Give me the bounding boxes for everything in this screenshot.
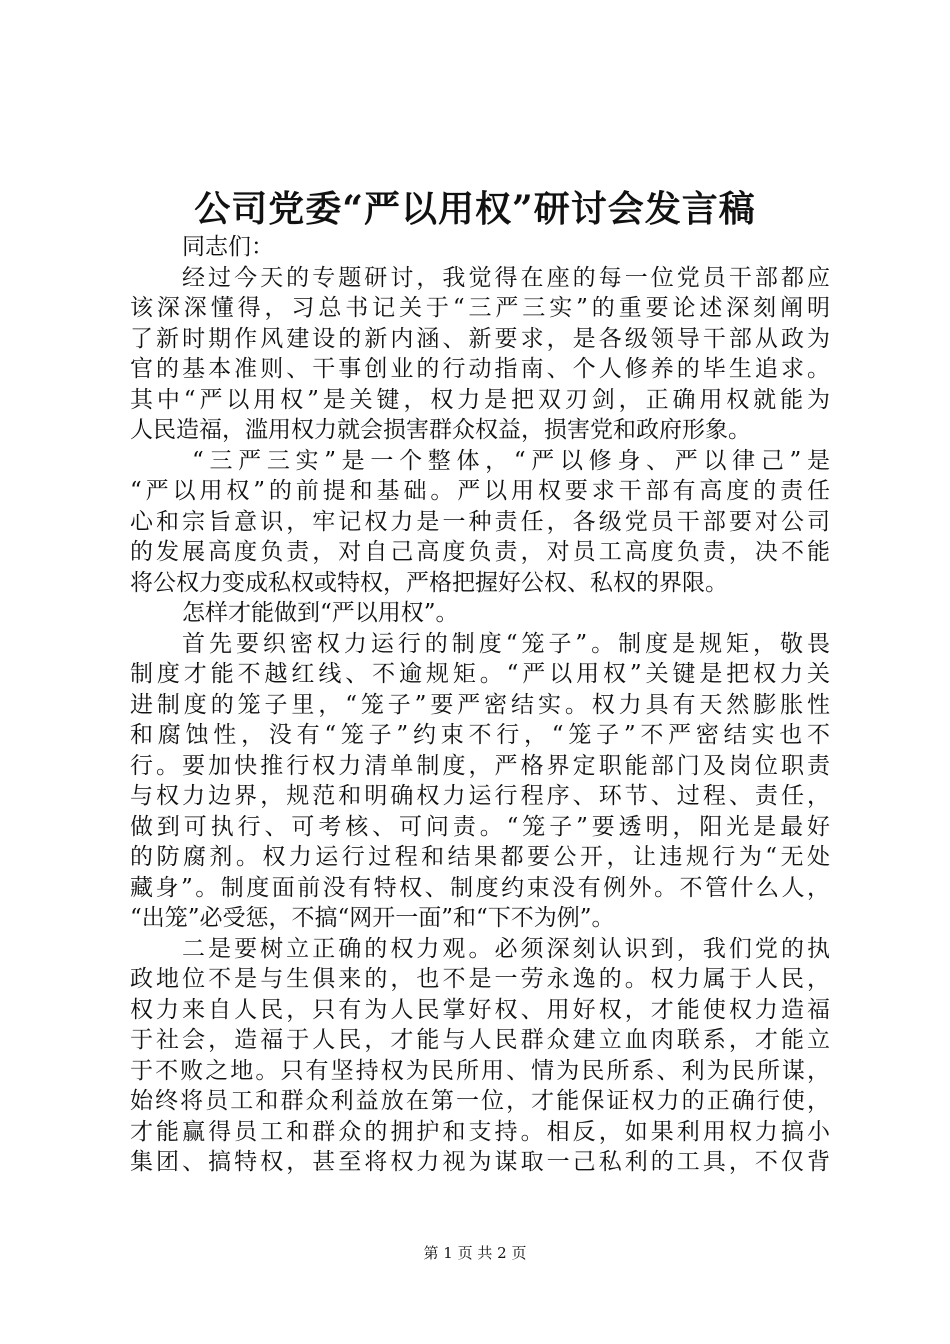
page-footer: 第 1 页 共 2 页: [423, 1244, 527, 1262]
paragraph-line: 于社会，造福于人民，才能与人民群众建立血肉联系，才能立: [130, 1027, 830, 1053]
paragraph-line: 和腐蚀性，没有“笼子”约束不行，“笼子”不严密结实也不: [130, 722, 830, 748]
paragraph-line: 将公权力变成私权或特权，严格把握好公权、私权的界限。: [130, 569, 728, 596]
paragraph-line: 其中“严以用权”是关键，权力是把双刃剑，正确用权就能为: [130, 386, 830, 413]
paragraph-line: 的防腐剂。权力运行过程和结果都要公开，让违规行为“无处: [130, 844, 830, 870]
paragraph-line: 经过今天的专题研讨，我觉得在座的每一位党员干部都应: [182, 264, 830, 291]
paragraph-line: 心和宗旨意识，牢记权力是一种责任，各级党员干部要对公司: [130, 508, 830, 535]
paragraph-line: 才能赢得员工和群众的拥护和支持。相反，如果利用权力搞小: [130, 1118, 830, 1145]
paragraph-line: 政地位不是与生俱来的，也不是一劳永逸的。权力属于人民，: [130, 966, 830, 992]
document-title: 公司党委“严以用权”研讨会发言稿: [194, 188, 756, 230]
paragraph-line: 权力来自人民，只有为人民掌好权、用好权，才能使权力造福: [130, 996, 830, 1023]
paragraph-line: 行。要加快推行权力清单制度，严格界定职能部门及岗位职责: [130, 752, 830, 779]
paragraph-line: 与权力边界，规范和明确权力运行程序、环节、过程、责任，: [130, 783, 830, 809]
paragraph-line: 藏身”。制度面前没有特权、制度约束没有例外。不管什么人，: [130, 874, 830, 901]
paragraph-line: “出笼”必受惩，不搞“网开一面”和“下不为例”。: [130, 905, 615, 931]
document-body: [130, 232, 830, 1178]
paragraph-line: 始终将员工和群众利益放在第一位，才能保证权力的正确行使，: [130, 1088, 830, 1114]
paragraph-line: 该深深懂得，习总书记关于“三严三实”的重要论述深刻阐明: [130, 295, 830, 321]
paragraph-line: 进制度的笼子里，“笼子”要严密结实。权力具有天然膨胀性: [130, 691, 830, 718]
paragraph-line: “三严三实”是一个整体，“严以修身、严以律己”是: [192, 447, 830, 474]
paragraph-line: 集团、搞特权，甚至将权力视为谋取一己私利的工具，不仅背: [130, 1149, 830, 1175]
paragraph-line: 了新时期作风建设的新内涵、新要求，是各级领导干部从政为: [130, 325, 830, 352]
salutation-line: 同志们：: [182, 234, 274, 260]
paragraph-line: 首先要织密权力运行的制度“笼子”。制度是规矩，敬畏: [182, 630, 830, 657]
paragraph-line: “严以用权”的前提和基础。严以用权要求干部有高度的责任: [130, 478, 830, 504]
paragraph-line: 做到可执行、可考核、可问责。“笼子”要透明，阳光是最好: [130, 813, 830, 840]
paragraph-line: 官的基本准则、干事创业的行动指南、个人修养的毕生追求。: [130, 356, 830, 382]
paragraph-line: 二是要树立正确的权力观。必须深刻认识到，我们党的执: [182, 935, 830, 962]
paragraph-line: 制度才能不越红线、不逾规矩。“严以用权”关键是把权力关: [130, 661, 830, 687]
paragraph-line: 的发展高度负责，对自己高度负责，对员工高度负责，决不能: [130, 539, 830, 565]
paragraph-line: 于不败之地。只有坚持权为民所用、情为民所系、利为民所谋，: [130, 1057, 830, 1084]
paragraph-line: 人民造福，滥用权力就会损害群众权益，损害党和政府形象。: [130, 417, 751, 443]
paragraph-line: 怎样才能做到“严以用权”。: [182, 600, 459, 626]
